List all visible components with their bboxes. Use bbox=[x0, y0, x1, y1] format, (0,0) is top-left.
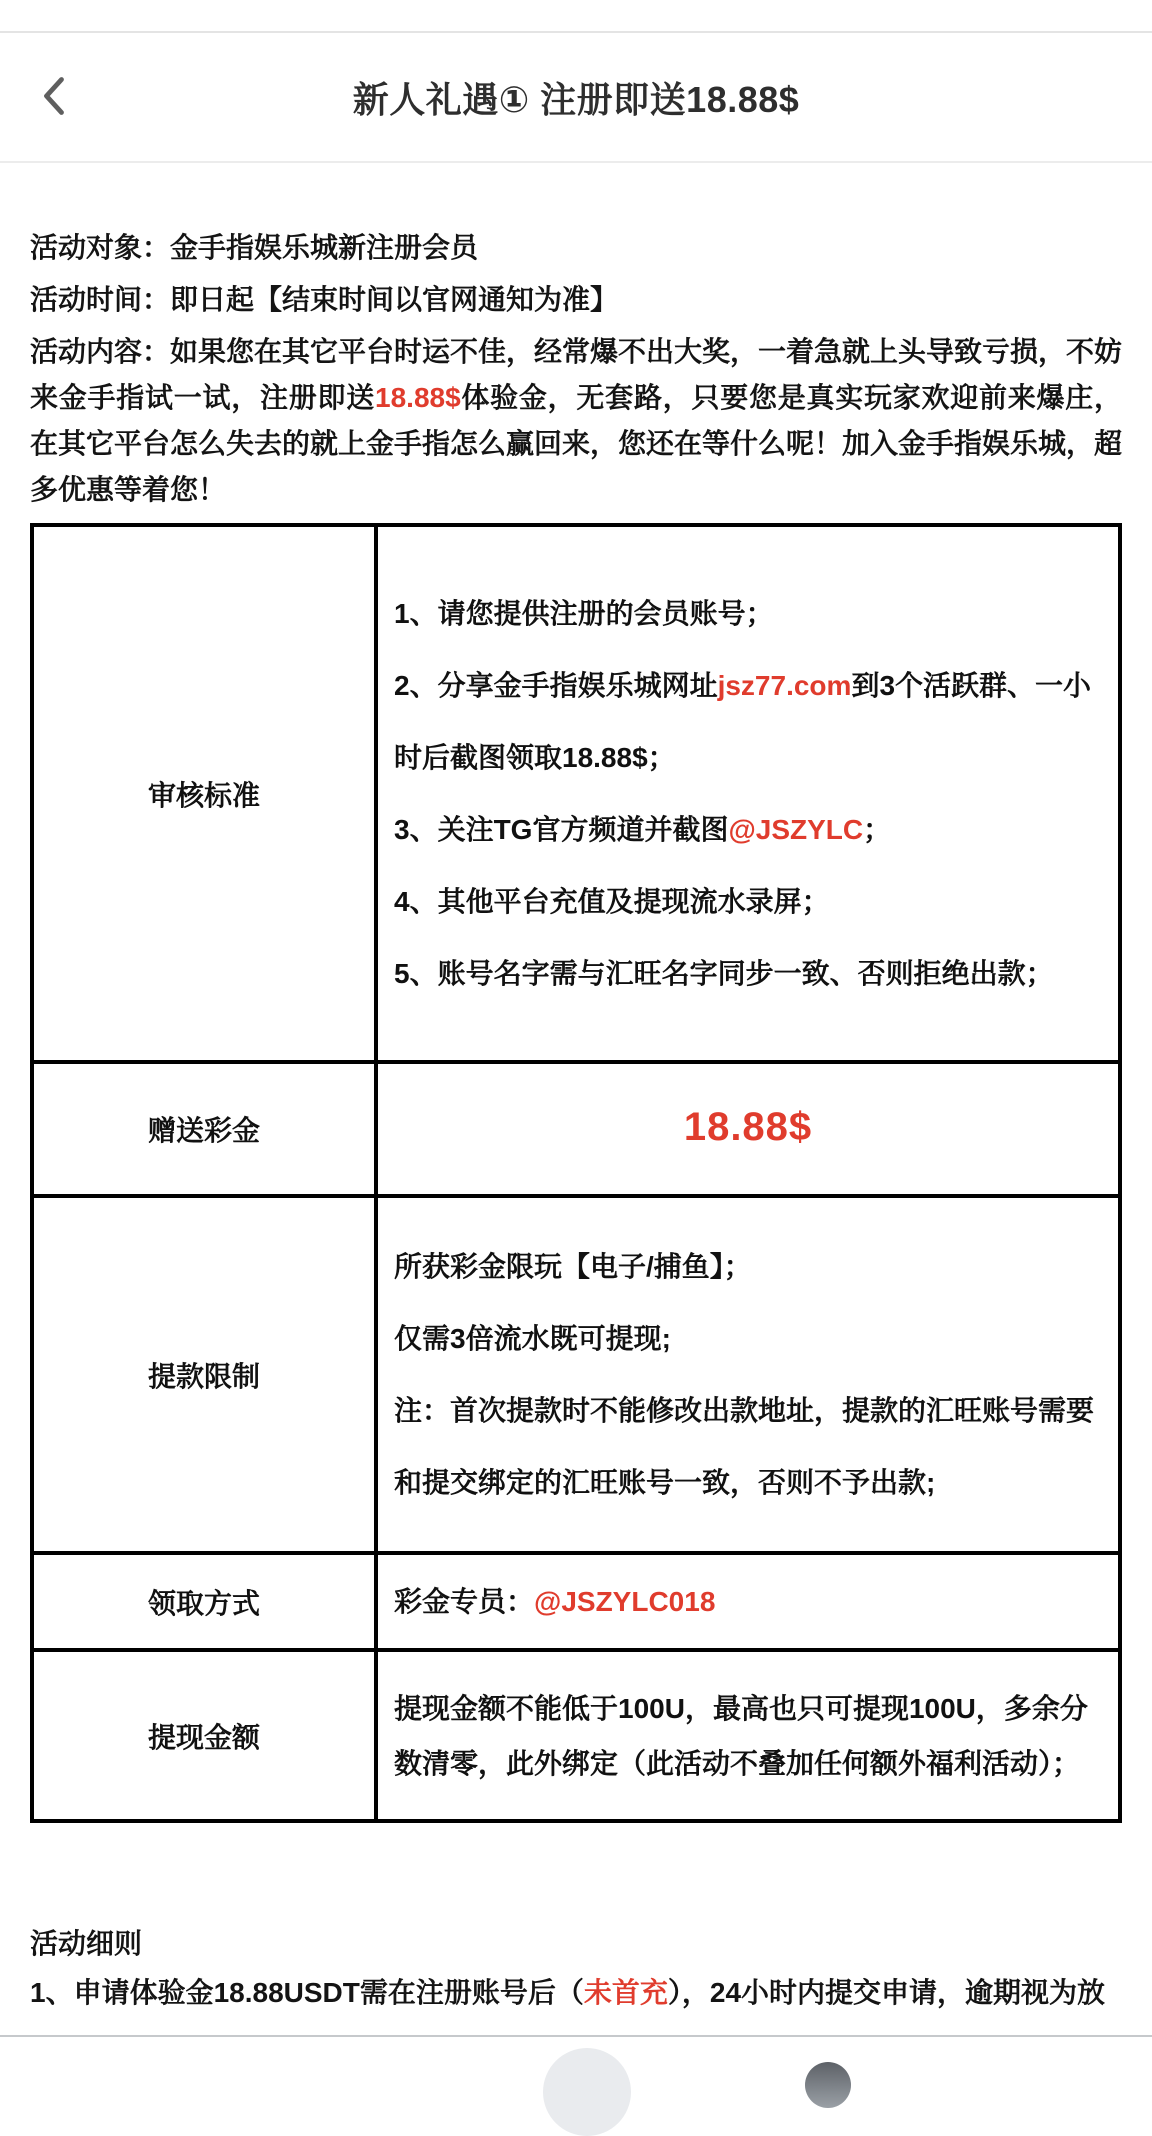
rules-item-1 bbox=[30, 1968, 1122, 2017]
criteria-text: ； bbox=[863, 813, 892, 845]
row-content bbox=[376, 1553, 1120, 1650]
table-row-withdraw-limit bbox=[32, 1196, 1120, 1553]
bottom-divider bbox=[0, 2035, 1152, 2037]
criteria-text: 1、请您提供注册的会员账号； bbox=[394, 597, 774, 629]
floating-service-button[interactable] bbox=[543, 2048, 631, 2136]
bonus-agent-handle: @JSZYLC018 bbox=[534, 1585, 716, 1617]
claim-text: 彩金专员： bbox=[394, 1585, 535, 1617]
criteria-text: 5、账号名字需与汇旺名字同步一致、否则拒绝出款； bbox=[394, 957, 1054, 989]
activity-content-text: 活动内容：如果您在其它平台时运不佳，经常爆不出大奖，一着急就上头导致亏损，不妨来金手指试一试，注册即送 bbox=[30, 336, 1123, 413]
row-label: 提款限制 bbox=[32, 1196, 376, 1553]
rules-heading: 活动细则 bbox=[30, 1928, 143, 1959]
floating-action-knob[interactable] bbox=[805, 2062, 851, 2108]
no-first-deposit-highlight: 未首充 bbox=[583, 1977, 668, 2008]
row-label: 领取方式 bbox=[32, 1553, 376, 1650]
row-content bbox=[376, 1196, 1120, 1553]
row-content bbox=[376, 1062, 1120, 1196]
rules-text: 1、申请体验金18.88USDT需在注册账号后（ bbox=[30, 1977, 584, 2008]
activity-intro bbox=[30, 225, 1122, 513]
site-url-text: jsz77.com bbox=[717, 669, 852, 701]
status-bar-divider bbox=[0, 0, 1152, 33]
page-title: 新人礼遇① 注册即送18.88$ bbox=[352, 78, 800, 120]
limit-item bbox=[394, 1375, 1102, 1519]
table-row-withdraw-amount bbox=[32, 1650, 1120, 1821]
criteria-text: 3、关注TG官方频道并截图 bbox=[394, 813, 729, 845]
rules-text-2: ），24小时内提交申请，逾期视为放 bbox=[667, 1977, 1106, 2008]
nav-bar bbox=[0, 33, 1152, 163]
criteria-item bbox=[394, 578, 1102, 650]
promo-table bbox=[30, 523, 1122, 1823]
criteria-item bbox=[394, 650, 1102, 794]
row-content bbox=[376, 525, 1120, 1062]
limit-item bbox=[394, 1303, 1102, 1375]
bonus-amount: 18.88$ bbox=[683, 1105, 813, 1149]
limit-text: 仅需3倍流水既可提现; bbox=[394, 1322, 671, 1354]
criteria-text: 4、其他平台充值及提现流水录屏； bbox=[394, 885, 830, 917]
chevron-left-icon bbox=[36, 73, 72, 122]
limit-text: 注：首次提款时不能修改出款地址，提款的汇旺账号需要和提交绑定的汇旺账号一致，否则不予出款; bbox=[394, 1394, 1095, 1498]
limit-item bbox=[394, 1231, 1102, 1303]
table-row-bonus bbox=[32, 1062, 1120, 1196]
amount-text: 提现金额不能低于100U，最高也只可提现100U，多余分数清零，此外绑定（此活动不叠加任何额外福利活动）； bbox=[394, 1692, 1088, 1779]
activity-content-text-2: 体验金，无套路，只要您是真实玩家欢迎前来爆庄，在其它平台怎么失去的就上金手指怎么赢回来，您还在等什么呢！加入金手指娱乐城，超多优惠等着您！ bbox=[30, 382, 1123, 505]
row-label: 提现金额 bbox=[32, 1650, 376, 1821]
activity-rules bbox=[30, 1919, 1122, 2017]
criteria-text: 2、分享金手指娱乐城网址 bbox=[394, 669, 718, 701]
criteria-item bbox=[394, 866, 1102, 938]
criteria-item bbox=[394, 794, 1102, 866]
activity-content-line bbox=[30, 329, 1122, 513]
promo-content bbox=[0, 225, 1152, 2017]
back-button[interactable] bbox=[26, 69, 82, 125]
criteria-item bbox=[394, 938, 1102, 1010]
row-label: 赠送彩金 bbox=[32, 1062, 376, 1196]
row-content bbox=[376, 1650, 1120, 1821]
row-label: 审核标准 bbox=[32, 525, 376, 1062]
activity-target-line: 活动对象：金手指娱乐城新注册会员 bbox=[30, 232, 479, 263]
tg-channel-handle: @JSZYLC bbox=[728, 813, 864, 845]
table-row-review-criteria bbox=[32, 525, 1120, 1062]
criteria-text: 到3个活跃群、一小时后截图领取18.88$； bbox=[394, 669, 1092, 773]
activity-time-line: 活动时间：即日起【结束时间以官网通知为准】 bbox=[30, 284, 619, 315]
bonus-amount-inline: 18.88$ bbox=[375, 382, 461, 413]
limit-text: 所获彩金限玩【电子/捕鱼】； bbox=[394, 1250, 752, 1282]
table-row-claim-method bbox=[32, 1553, 1120, 1650]
